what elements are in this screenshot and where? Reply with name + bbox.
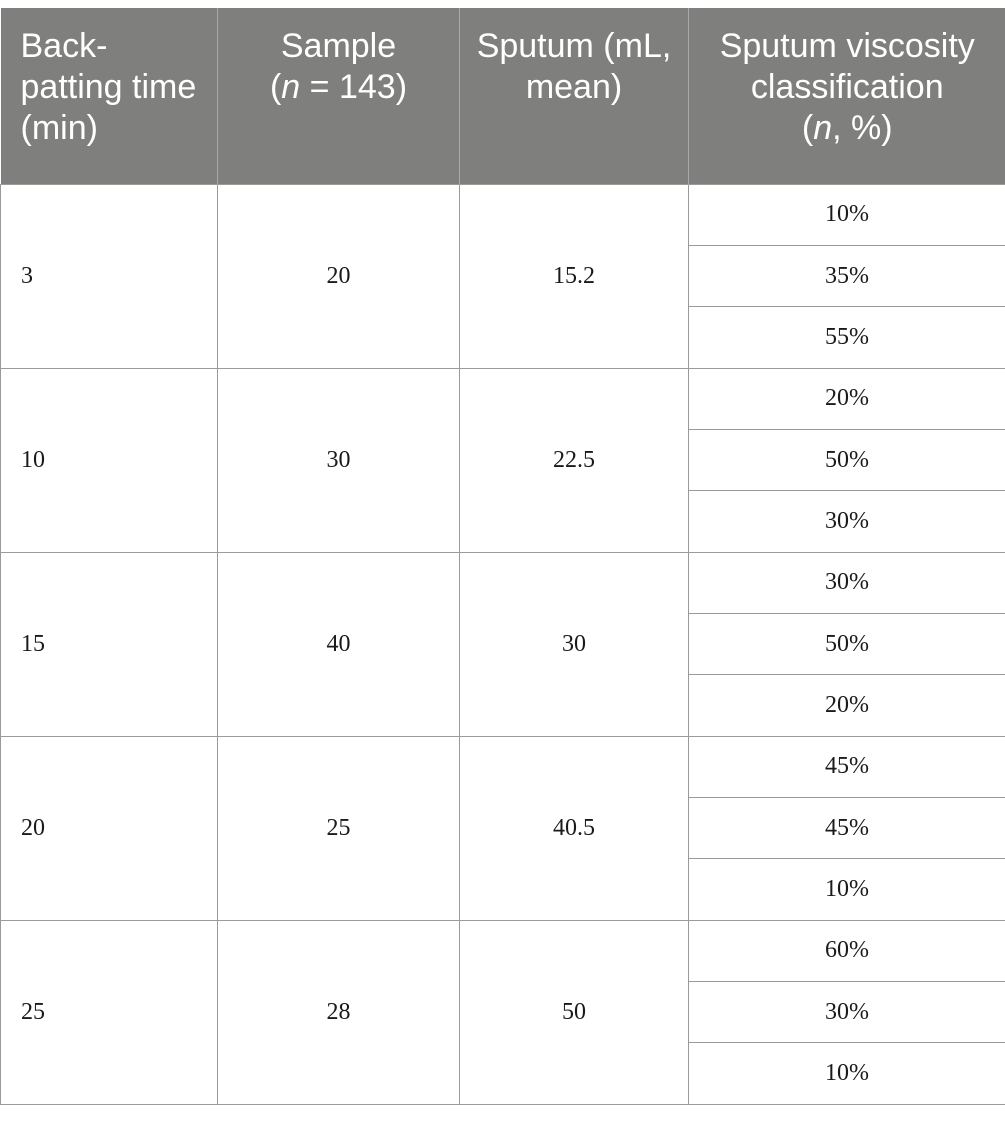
cell-sample: 30 — [218, 368, 460, 552]
cell-sample: 25 — [218, 736, 460, 920]
header-back-patting-time: Back-patting time (min) — [1, 8, 218, 184]
header-sample-label: Sample — [280, 27, 397, 65]
cell-viscosity — [689, 736, 1005, 920]
cell-viscosity — [689, 552, 1005, 736]
viscosity-value: 55% — [825, 323, 869, 350]
viscosity-value: 45% — [689, 798, 1005, 859]
header-sputum: Sputum (mL, mean) — [460, 8, 689, 184]
cell-sample: 40 — [218, 552, 460, 736]
cell-sputum: 22.5 — [460, 368, 689, 552]
table-header-row — [1, 8, 1005, 184]
data-table — [0, 8, 1005, 1105]
viscosity-value: 10% — [825, 875, 869, 902]
header-sample-count: = 143) — [300, 68, 408, 106]
cell-time: 15 — [1, 552, 218, 736]
cell-sputum: 40.5 — [460, 736, 689, 920]
viscosity-value: 35% — [689, 246, 1005, 307]
viscosity-value: 30% — [689, 982, 1005, 1043]
cell-time: 20 — [1, 736, 218, 920]
header-sample: Sample (n = 143) — [218, 8, 460, 184]
viscosity-value: 30% — [689, 553, 1005, 614]
header-viscosity: Sputum viscosity classification (n, %) — [689, 8, 1005, 184]
cell-sputum: 30 — [460, 552, 689, 736]
viscosity-value: 30% — [825, 507, 869, 534]
cell-viscosity — [689, 920, 1005, 1104]
viscosity-value: 20% — [825, 691, 869, 718]
viscosity-value: 60% — [689, 921, 1005, 982]
header-viscosity-n: n — [813, 109, 833, 147]
cell-time: 10 — [1, 368, 218, 552]
cell-viscosity — [689, 184, 1005, 368]
header-viscosity-label: Sputum viscosity classification — [719, 27, 975, 106]
cell-viscosity — [689, 368, 1005, 552]
cell-time: 3 — [1, 184, 218, 368]
cell-sputum: 15.2 — [460, 184, 689, 368]
viscosity-value: 50% — [689, 430, 1005, 491]
cell-sputum: 50 — [460, 920, 689, 1104]
header-viscosity-unit: , %) — [832, 109, 893, 147]
viscosity-value: 10% — [689, 185, 1005, 246]
viscosity-value: 50% — [689, 614, 1005, 675]
header-sample-n: n — [281, 68, 301, 106]
cell-sample: 20 — [218, 184, 460, 368]
viscosity-value: 10% — [825, 1059, 869, 1086]
table-row — [1, 736, 1005, 920]
table-row — [1, 552, 1005, 736]
viscosity-value: 45% — [689, 737, 1005, 798]
table-row — [1, 920, 1005, 1104]
viscosity-value: 20% — [689, 369, 1005, 430]
cell-sample: 28 — [218, 920, 460, 1104]
cell-time: 25 — [1, 920, 218, 1104]
table-row — [1, 184, 1005, 368]
table-row — [1, 368, 1005, 552]
